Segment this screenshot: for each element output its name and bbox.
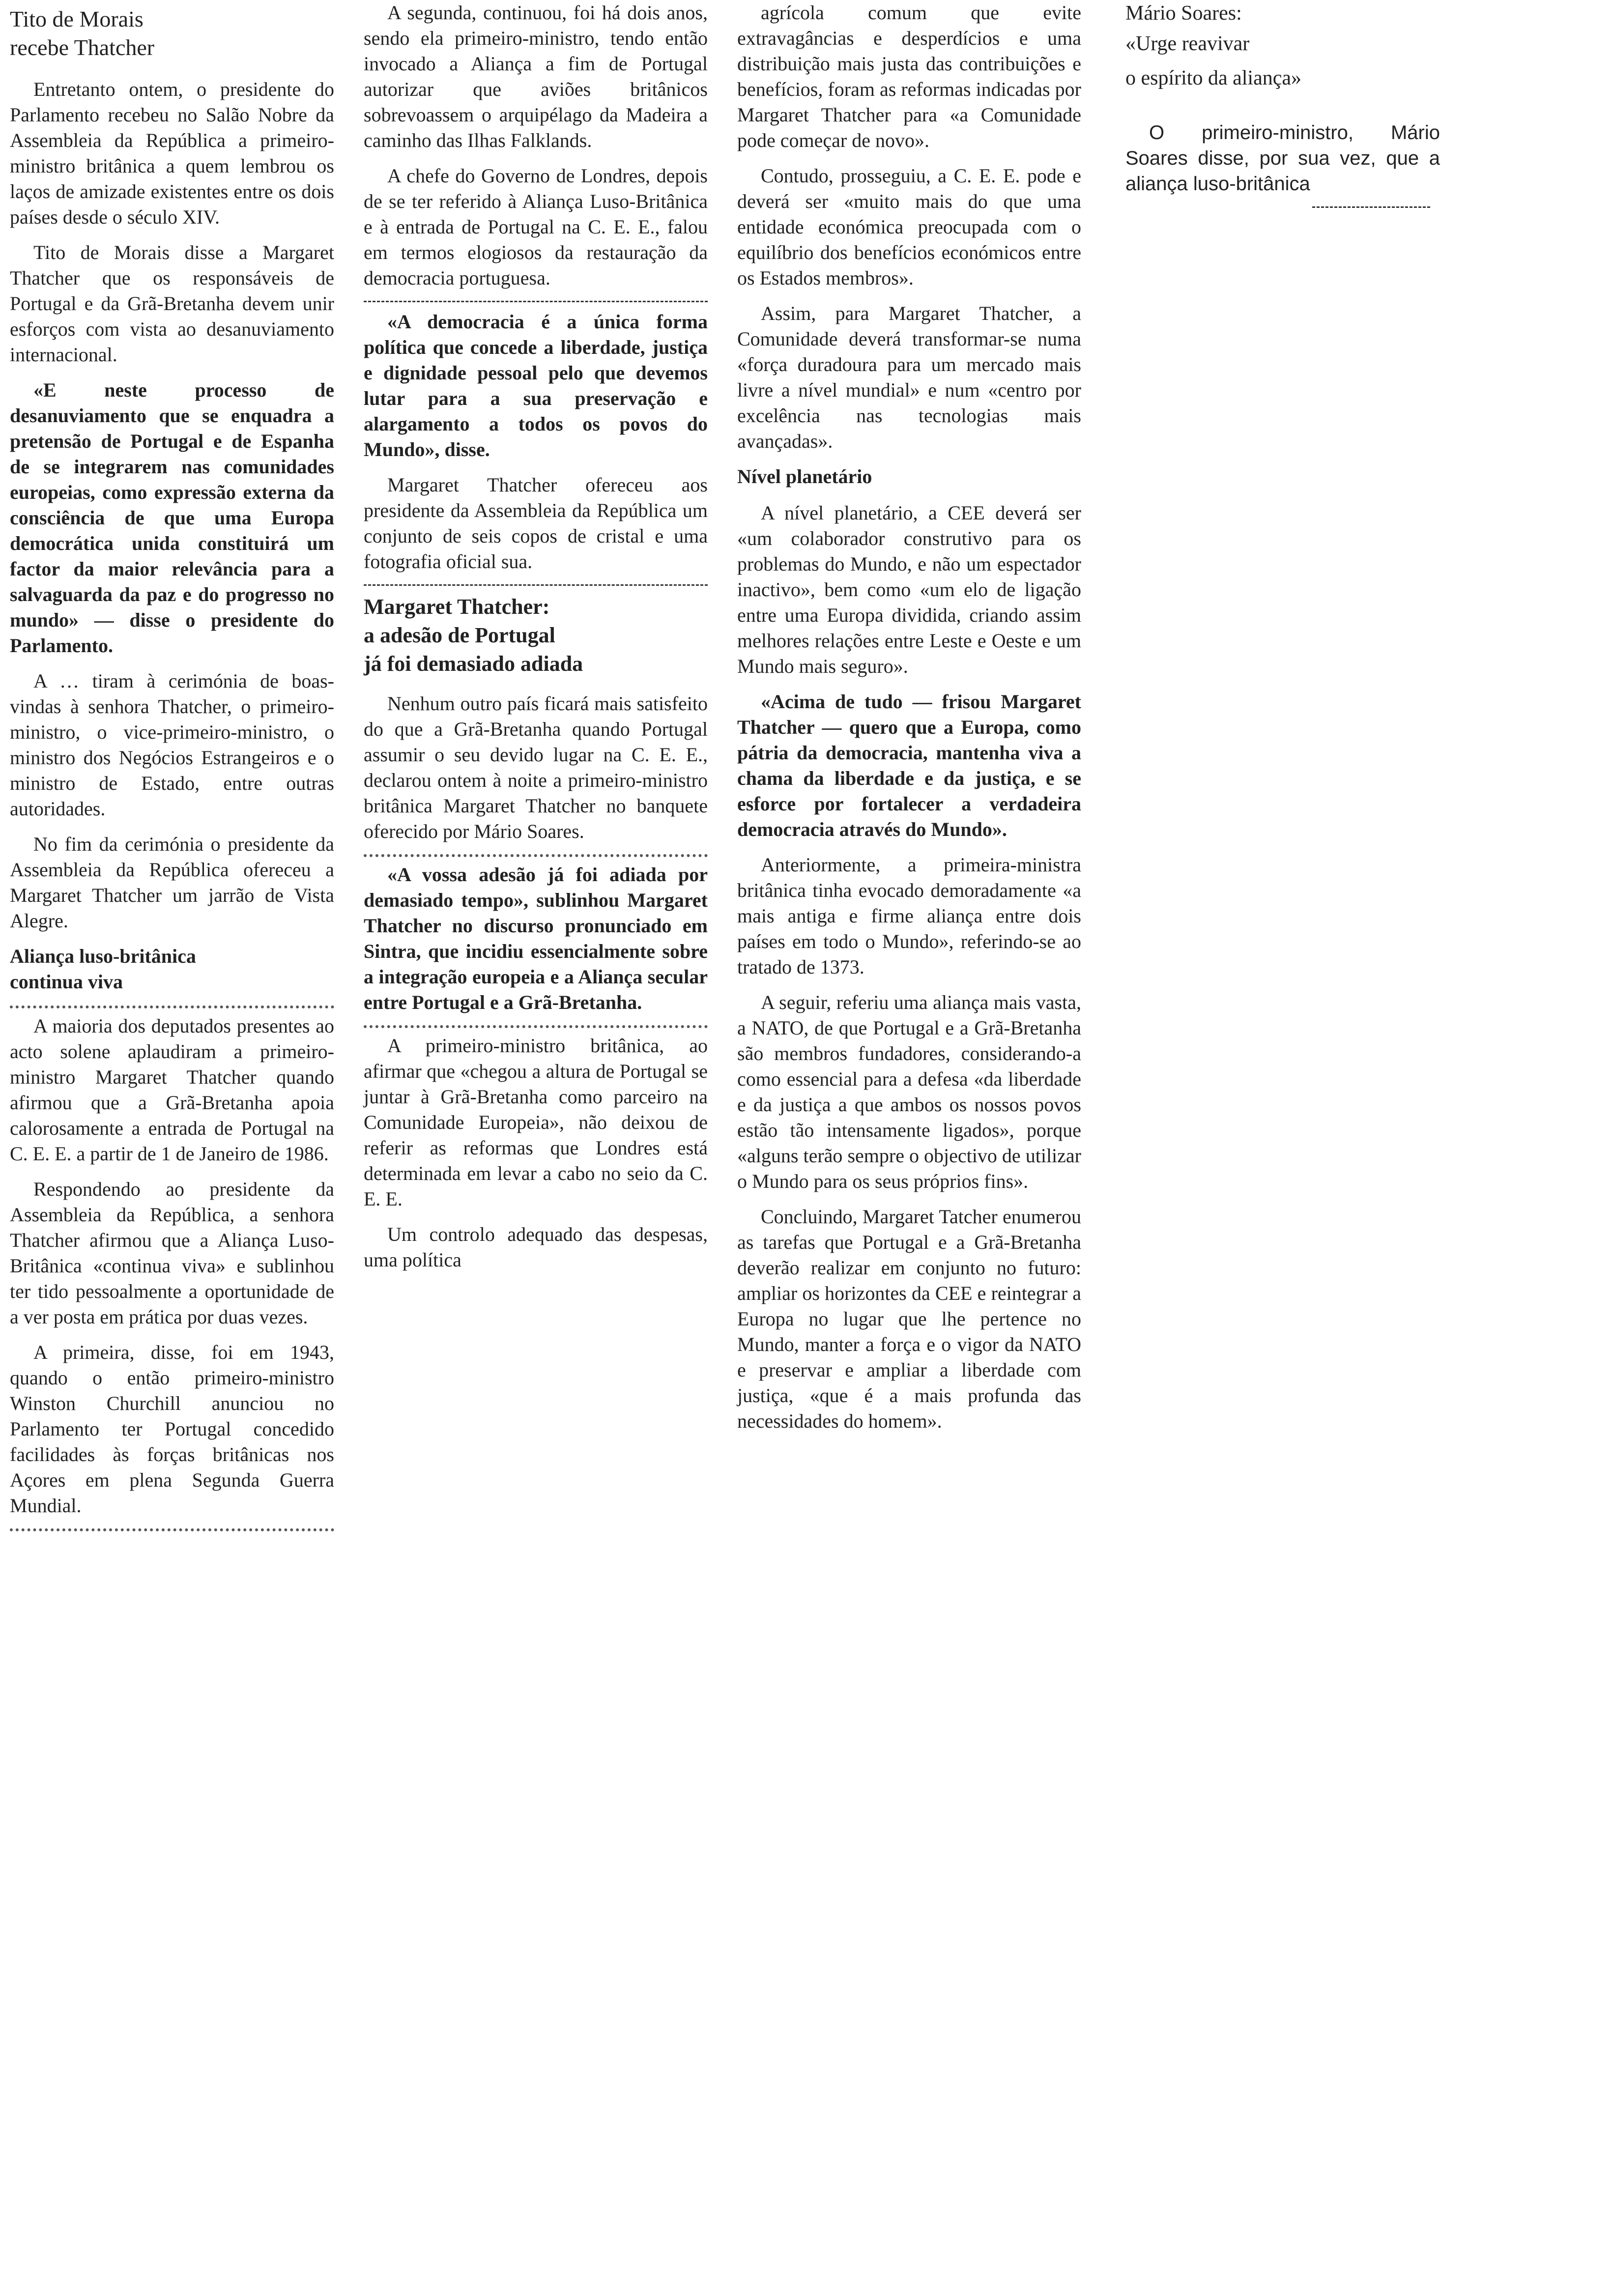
paragraph: A primeiro-ministro britânica, ao afirmar que «chegou a altura de Portugal se juntar à Grã-Bretanha como parceiro na Comunidade Europeia», não deixou de referir as reformas que Londres está determinada em levar a cabo no seio da C. E. E.: [364, 1034, 708, 1210]
subheading-line: continua viva: [10, 971, 123, 993]
headline-line: já foi demasiado adiada: [364, 652, 583, 676]
paragraph: A … tiram à cerimónia de boas-vindas à senhora Thatcher, o primeiro-ministro, o vice-primeiro-ministro, o ministro dos Negócios Estrangeiros e o ministro de Estado, entre outras autoridades.: [10, 670, 334, 820]
print-noise: [10, 1528, 334, 1531]
paragraph: A maioria dos deputados presentes ao acto solene aplaudiram a primeiro-ministro Margaret Thatcher quando afirmou que a Grã-Bretanha apoia calorosamente a entrada de Portugal na C. E. E. a partir de 1 de Janeiro de 1986.: [10, 1015, 334, 1165]
paragraph: A segunda, continuou, foi há dois anos, sendo ela primeiro-ministro, tendo então invocado a Aliança a fim de Portugal autorizar que aviões britânicos sobrevoassem o arquipélago da Madeira a caminho das Ilhas Falklands.: [364, 1, 708, 151]
paragraph: A nível planetário, a CEE deverá ser «um colaborador construtivo para os problemas do Mundo, e não um espectador inactivo», bem como «um elo de ligação entre uma Europa dividida, criando assim melhores relações entre Leste e Oeste e um Mundo mais seguro».: [737, 502, 1081, 677]
paragraph-quote: «Acima de tudo — frisou Margaret Thatcher — quero que a Europa, como pátria da democracia, mantenha viva a chama da liberdade e da justiça, e se esforce por fortalecer a verdadeira democracia através do Mundo».: [737, 690, 1081, 840]
subheading-alianca: [10, 944, 334, 995]
paragraph: A chefe do Governo de Londres, depois de se ter referido à Aliança Luso-Britânica e à entrada de Portugal na C. E. E., falou em termos elogiosos da restauração da democracia portuguesa.: [364, 165, 708, 289]
print-noise: [10, 1005, 334, 1008]
paragraph-quote: «E neste processo de desanuviamento que se enquadra a pretensão de Portugal e de Espanha de se integrarem nas comunidades europeias, como expressão externa da consciência de que uma Europa democrática unida constituirá um factor da maior relevância para a salvaguarda da paz e do progresso no mundo» — disse o presidente do Parlamento.: [10, 379, 334, 657]
article-headline-soares: [1125, 27, 1440, 95]
paragraph: Contudo, prosseguiu, a C. E. E. pode e deverá ser «muito mais do que uma entidade económica preocupada com o equilíbrio dos benefícios económicos entre os Estados membros».: [737, 165, 1081, 289]
article-headline-thatcher: [364, 593, 708, 678]
column-2: [364, 0, 708, 1283]
paragraph: Concluindo, Margaret Tatcher enumerou as tarefas que Portugal e a Grã-Bretanha deverão realizar em conjunto no futuro: ampliar os horizontes da CEE e reintegrar a Europa no lugar que lhe pertence no Mundo, manter a força e o vigor da NATO e preservar e ampliar a liberdade com justiça, «que é a mais profunda das necessidades do homem».: [737, 1205, 1081, 1432]
headline-line: a adesão de Portugal: [364, 623, 555, 647]
paragraph-quote: «A democracia é a única forma política que concede a liberdade, justiça e dignidade pessoal pelo que devemos lutar para a sua preservação e alargamento a todos os povos do Mundo», disse.: [364, 311, 708, 460]
kicker: Mário Soares:: [1125, 2, 1242, 25]
column-1: [10, 5, 334, 1536]
headline-line: recebe Thatcher: [10, 35, 155, 60]
column-4: [1125, 0, 1440, 215]
paragraph: O primeiro-ministro, Mário Soares disse, por sua vez, que a aliança luso-britânica: [1125, 122, 1440, 195]
paragraph: A primeira, disse, foi em 1943, quando o então primeiro-ministro Winston Churchill anunciou no Parlamento ter Portugal concedido facilidades às forças britânicas nos Açores em plena Segunda Guerra Mundial.: [10, 1341, 334, 1517]
paragraph: Entretanto ontem, o presidente do Parlamento recebeu no Salão Nobre da Assembleia da República a primeiro-ministro britânica a quem lembrou os laços de amizade existentes entre os dois países desde o século XIV.: [10, 78, 334, 228]
paragraph: agrícola comum que evite extravagâncias e desperdícios e uma distribuição mais justa das contribuições e benefícios, foram as reformas indicadas por Margaret Thatcher para «a Comunidade pode começar de novo».: [737, 1, 1081, 151]
paragraph: No fim da cerimónia o presidente da Assembleia da República ofereceu a Margaret Thatcher um jarrão de Vista Alegre.: [10, 833, 334, 932]
article-headline-tito: [10, 5, 334, 62]
headline-line: «Urge reavivar: [1125, 32, 1250, 55]
print-noise: [364, 1025, 708, 1028]
paragraph: Assim, para Margaret Thatcher, a Comunidade deverá transformar-se numa «força duradoura para um mercado mais livre a nível mundial» e num «centro por excelência nas tecnologias mais avançadas».: [737, 302, 1081, 452]
divider: [364, 584, 708, 586]
column-3: [737, 0, 1081, 1444]
headline-line: Tito de Morais: [10, 6, 144, 31]
paragraph: Tito de Morais disse a Margaret Thatcher que os responsáveis de Portugal e da Grã-Bretanha devem unir esforços com vista ao desanuviamento internacional.: [10, 241, 334, 366]
divider: [364, 301, 708, 302]
headline-line: Margaret Thatcher:: [364, 595, 550, 619]
paragraph: Anteriormente, a primeira-ministra britânica tinha evocado demoradamente «a mais antiga e firme aliança entre dois países em todo o Mundo», referindo-se ao tratado de 1373.: [737, 854, 1081, 978]
paragraph-quote: «A vossa adesão já foi adiada por demasiado tempo», sublinhou Margaret Thatcher no discurso pronunciado em Sintra, que incidiu essencialmente sobre a integração europeia e a Aliança secular entre Portugal e a Grã-Bretanha.: [364, 863, 708, 1013]
paragraph: A seguir, referiu uma aliança mais vasta, a NATO, de que Portugal e a Grã-Bretanha são membros fundadores, considerando-a como essencial para a defesa «da liberdade e da justiça a que ambos os nossos povos estão tão intensamente ligados», porque «alguns terão sempre o objectivo de utilizar o Mundo para os seus próprios fins».: [737, 991, 1081, 1192]
paragraph: Respondendo ao presidente da Assembleia da República, a senhora Thatcher afirmou que a Aliança Luso-Britânica «continua viva» e sublinhou ter tido pessoalmente a oportunidade de a ver posta em prática por duas vezes.: [10, 1178, 334, 1328]
paragraph: Margaret Thatcher ofereceu aos presidente da Assembleia da República um conjunto de seis copos de cristal e uma fotografia oficial sua.: [364, 474, 708, 573]
headline-line: o espírito da aliança»: [1125, 67, 1302, 89]
paragraph: Um controlo adequado das despesas, uma política: [364, 1223, 708, 1271]
subheading-nivel-planetario: Nível planetário: [737, 465, 872, 488]
subheading-line: Aliança luso-britânica: [10, 945, 196, 967]
print-noise: [364, 854, 708, 857]
paragraph: Nenhum outro país ficará mais satisfeito do que a Grã-Bretanha quando Portugal assumir o seu devido lugar na C. E. E., declarou ontem à noite a primeiro-ministro britânica Margaret Thatcher no banquete oferecido por Mário Soares.: [364, 692, 708, 842]
divider: [1312, 206, 1430, 208]
